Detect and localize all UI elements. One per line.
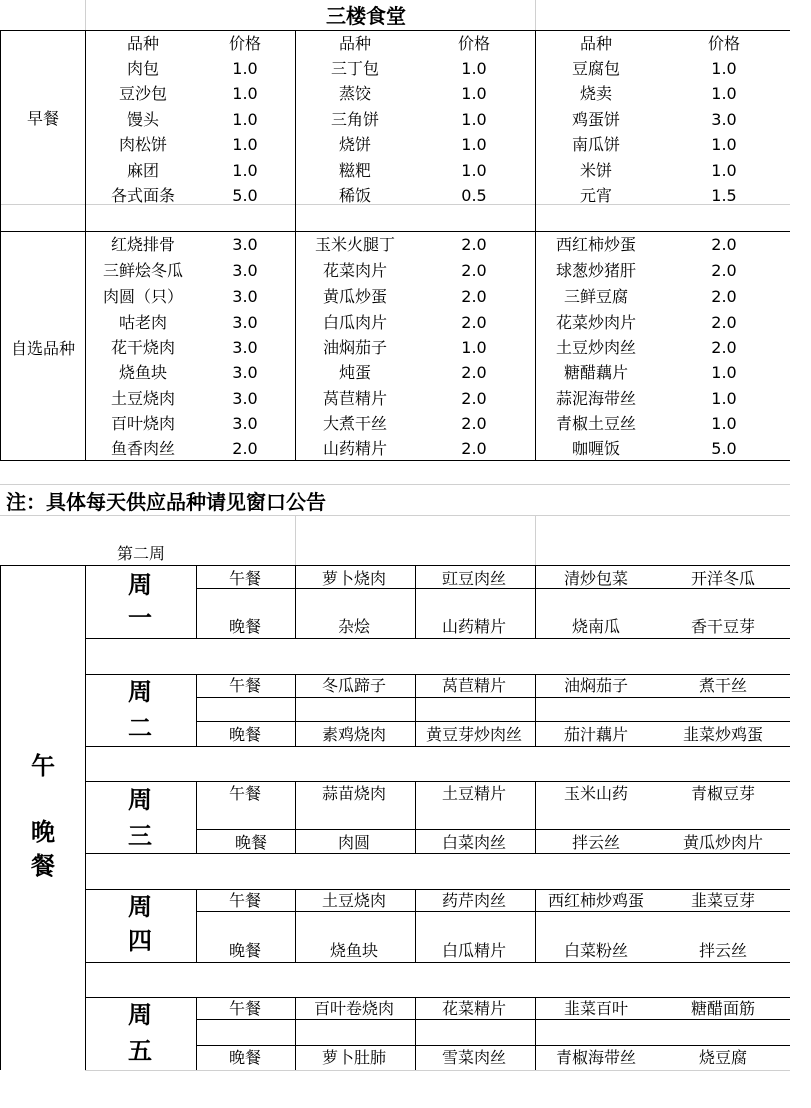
column-header: 品种 [126,34,160,53]
item-cell: 莴苣精片 [322,389,388,408]
dinner-row-line [196,721,790,722]
dinner-dish: 白菜粉丝 [563,941,629,960]
item-cell: 蒸饺 [338,84,372,103]
dinner-dish: 烧鱼块 [329,941,379,960]
day-block-border [85,889,790,890]
column-line [196,781,197,853]
day-name: 周 [128,1000,152,1029]
column-line [535,565,536,638]
price-cell: 2.0 [461,389,487,408]
item-cell: 肉圆（只） [102,287,184,306]
item-cell: 花菜肉片 [322,261,388,280]
lunch-label: 午餐 [228,891,262,910]
lunch-dish: 清炒包菜 [563,569,629,588]
price-cell: 1.0 [711,161,737,180]
column-line [415,997,416,1070]
column-header: 品种 [579,34,613,53]
gridline [0,484,790,485]
item-cell: 馒头 [126,110,160,129]
breakfast-label: 早餐 [26,109,60,128]
price-cell: 5.0 [711,439,737,458]
meal-section-label: 午 [31,751,55,780]
item-cell: 鱼香肉丝 [110,439,176,458]
gridline [85,0,86,30]
lunch-dish: 萝卜烧肉 [321,569,387,588]
item-cell: 花菜炒肉片 [555,313,637,332]
day-name: 周 [128,892,152,921]
lunch-row-line [196,829,790,830]
item-cell: 糍粑 [338,161,372,180]
column-line [415,565,416,638]
item-cell: 黄瓜炒蛋 [322,287,388,306]
lunch-label: 午餐 [228,676,262,695]
item-cell: 各式面条 [110,186,176,205]
item-cell: 南瓜饼 [571,135,621,154]
price-cell: 3.0 [232,338,258,357]
price-cell: 3.0 [711,110,737,129]
lunch-row-line [196,1019,790,1020]
item-cell: 鸡蛋饼 [571,110,621,129]
item-cell: 百叶烧肉 [110,414,176,433]
notice-text: 注：具体每天供应品种请见窗口公告 [6,490,326,514]
item-cell: 白瓜肉片 [322,313,388,332]
price-cell: 1.0 [232,84,258,103]
gridline [535,0,536,30]
day-name: 周 [128,785,152,814]
lunch-dish: 玉米山药 [563,784,629,803]
lunch-dish: 百叶卷烧肉 [313,999,395,1018]
price-cell: 1.0 [232,59,258,78]
price-cell: 1.0 [461,135,487,154]
column-header: 品种 [338,34,372,53]
day-block-border [85,962,790,963]
dinner-dish: 白瓜精片 [441,941,507,960]
gridline [535,515,536,565]
day-block-border [85,674,790,675]
item-cell: 玉米火腿丁 [314,235,396,254]
item-cell: 肉松饼 [118,135,168,154]
item-cell: 三角饼 [330,110,380,129]
item-cell: 烧鱼块 [118,363,168,382]
price-cell: 1.0 [711,363,737,382]
item-cell: 青椒土豆丝 [555,414,637,433]
item-cell: 烧卖 [579,84,613,103]
column-line [295,30,296,460]
lunch-dish: 花菜精片 [441,999,507,1018]
optional-label: 自选品种 [10,339,76,358]
lunch-dish: 煮干丝 [698,676,748,695]
price-cell: 1.0 [461,84,487,103]
meal-section-label: 餐 [31,851,55,880]
day-name: 周 [128,677,152,706]
column-line [295,565,296,638]
price-cell: 2.0 [711,261,737,280]
column-line [85,30,86,460]
column-line [415,781,416,853]
dinner-dish: 茄汁藕片 [563,725,629,744]
price-cell: 3.0 [232,363,258,382]
price-cell: 3.0 [232,414,258,433]
lunch-dish: 土豆烧肉 [321,891,387,910]
item-cell: 花干烧肉 [110,338,176,357]
price-cell: 1.0 [461,161,487,180]
price-cell: 2.0 [461,261,487,280]
gridline [85,1070,790,1071]
item-cell: 球葱炒猪肝 [555,261,637,280]
column-line [535,781,536,853]
column-line [196,889,197,962]
price-cell: 1.0 [232,110,258,129]
dinner-label: 晚餐 [234,833,268,852]
day-block-border [85,781,790,782]
item-cell: 糖醋藕片 [563,363,629,382]
column-line [196,565,197,638]
lunch-row-line [196,911,790,912]
column-line [196,674,197,746]
item-cell: 土豆烧肉 [110,389,176,408]
section-divider [0,231,790,232]
price-cell: 1.0 [711,135,737,154]
item-cell: 红烧排骨 [110,235,176,254]
day-name: 二 [128,713,152,742]
price-cell: 2.0 [711,338,737,357]
column-line [535,30,536,460]
dinner-dish: 青椒海带丝 [555,1048,637,1067]
price-cell: 2.0 [711,287,737,306]
item-cell: 烧饼 [338,135,372,154]
dinner-dish: 肉圆 [337,833,371,852]
column-line [415,889,416,962]
dinner-dish: 香干豆芽 [690,617,756,636]
item-cell: 西红柿炒蛋 [555,235,637,254]
table-border [0,30,790,31]
item-cell: 土豆炒肉丝 [555,338,637,357]
item-cell: 稀饭 [338,186,372,205]
price-cell: 2.0 [461,287,487,306]
price-cell: 2.0 [461,313,487,332]
item-cell: 豆沙包 [118,84,168,103]
lunch-label: 午餐 [228,784,262,803]
dinner-row-line [196,1045,790,1046]
price-cell: 2.0 [461,235,487,254]
item-cell: 油焖茄子 [322,338,388,357]
dinner-dish: 拌云丝 [571,833,621,852]
dinner-dish: 素鸡烧肉 [321,725,387,744]
lunch-dish: 蒜苗烧肉 [321,784,387,803]
dinner-dish: 拌云丝 [698,941,748,960]
column-line [535,674,536,746]
lunch-row-line [196,697,790,698]
dinner-label: 晚餐 [228,617,262,636]
lunch-dish: 土豆精片 [441,784,507,803]
day-block-border [85,638,790,639]
gridline [0,515,790,516]
day-block-border [85,997,790,998]
column-line [415,674,416,746]
price-cell: 1.0 [461,110,487,129]
dinner-dish: 黄豆芽炒肉丝 [425,725,523,744]
lunch-label: 午餐 [228,569,262,588]
item-cell: 米饼 [579,161,613,180]
column-header: 价格 [228,34,262,53]
price-cell: 1.0 [461,59,487,78]
item-cell: 麻团 [126,161,160,180]
item-cell: 炖蛋 [338,363,372,382]
meal-section-label: 晚 [31,817,55,846]
price-cell: 2.0 [461,363,487,382]
day-name: 三 [128,821,152,850]
column-header: 价格 [707,34,741,53]
lunch-dish: 韭菜豆芽 [690,891,756,910]
price-cell: 2.0 [711,313,737,332]
day-block-border [85,853,790,854]
column-line [535,889,536,962]
price-cell: 3.0 [232,261,258,280]
price-cell: 1.0 [711,84,737,103]
dinner-dish: 山药精片 [441,617,507,636]
item-cell: 肉包 [126,59,160,78]
lunch-dish: 冬瓜蹄子 [321,676,387,695]
column-line [295,781,296,853]
dinner-dish: 烧豆腐 [698,1048,748,1067]
day-name: 五 [128,1036,152,1065]
price-cell: 5.0 [232,186,258,205]
price-cell: 1.0 [232,135,258,154]
lunch-dish: 青椒豆芽 [690,784,756,803]
lunch-dish: 糖醋面筋 [690,999,756,1018]
table-border [0,30,1,460]
column-line [295,889,296,962]
day-name: 四 [128,926,152,955]
price-cell: 1.0 [711,389,737,408]
lunch-dish: 油焖茄子 [563,676,629,695]
lunch-dish: 韭菜百叶 [563,999,629,1018]
item-cell: 豆腐包 [571,59,621,78]
lunch-dish: 豇豆肉丝 [441,569,507,588]
item-cell: 三鲜豆腐 [563,287,629,306]
dinner-dish: 黄瓜炒肉片 [682,833,764,852]
day-block-border [85,746,790,747]
lunch-label: 午餐 [228,999,262,1018]
price-cell: 1.0 [711,414,737,433]
day-name: 周 [128,570,152,599]
price-cell: 3.0 [232,287,258,306]
column-line [295,997,296,1070]
price-cell: 3.0 [232,313,258,332]
price-cell: 1.0 [711,59,737,78]
column-line [196,997,197,1070]
item-cell: 三鲜烩冬瓜 [102,261,184,280]
item-cell: 三丁包 [330,59,380,78]
column-line [295,674,296,746]
price-cell: 2.0 [711,235,737,254]
price-cell: 1.5 [711,186,737,205]
price-cell: 3.0 [232,389,258,408]
column-line [85,565,86,1070]
price-cell: 2.0 [232,439,258,458]
day-name: 一 [128,603,152,632]
item-cell: 山药精片 [322,439,388,458]
dinner-dish: 雪菜肉丝 [441,1048,507,1067]
lunch-dish: 莴苣精片 [441,676,507,695]
dinner-label: 晚餐 [228,941,262,960]
dinner-label: 晚餐 [228,1048,262,1067]
dinner-dish: 韭菜炒鸡蛋 [682,725,764,744]
item-cell: 咕老肉 [118,313,168,332]
price-cell: 2.0 [461,414,487,433]
price-cell: 1.0 [232,161,258,180]
price-cell: 3.0 [232,235,258,254]
lunch-dish: 药芹肉丝 [441,891,507,910]
lunch-dish: 开洋冬瓜 [690,569,756,588]
table-border [0,565,1,1070]
item-cell: 元宵 [579,186,613,205]
price-cell: 1.0 [461,338,487,357]
sheet-title: 三楼食堂 [326,4,406,28]
price-cell: 0.5 [461,186,487,205]
column-header: 价格 [457,34,491,53]
week-label: 第二周 [116,544,166,563]
item-cell: 大煮干丝 [322,414,388,433]
dinner-dish: 杂烩 [337,617,371,636]
item-cell: 蒜泥海带丝 [555,389,637,408]
dinner-dish: 萝卜肚肺 [321,1048,387,1067]
column-line [535,997,536,1070]
lunch-dish: 西红柿炒鸡蛋 [547,891,645,910]
item-cell: 咖喱饭 [571,439,621,458]
gridline [295,515,296,565]
price-cell: 2.0 [461,439,487,458]
table-border [0,460,790,461]
dinner-dish: 白菜肉丝 [441,833,507,852]
table-border [0,565,790,566]
dinner-dish: 烧南瓜 [571,617,621,636]
dinner-label: 晚餐 [228,725,262,744]
